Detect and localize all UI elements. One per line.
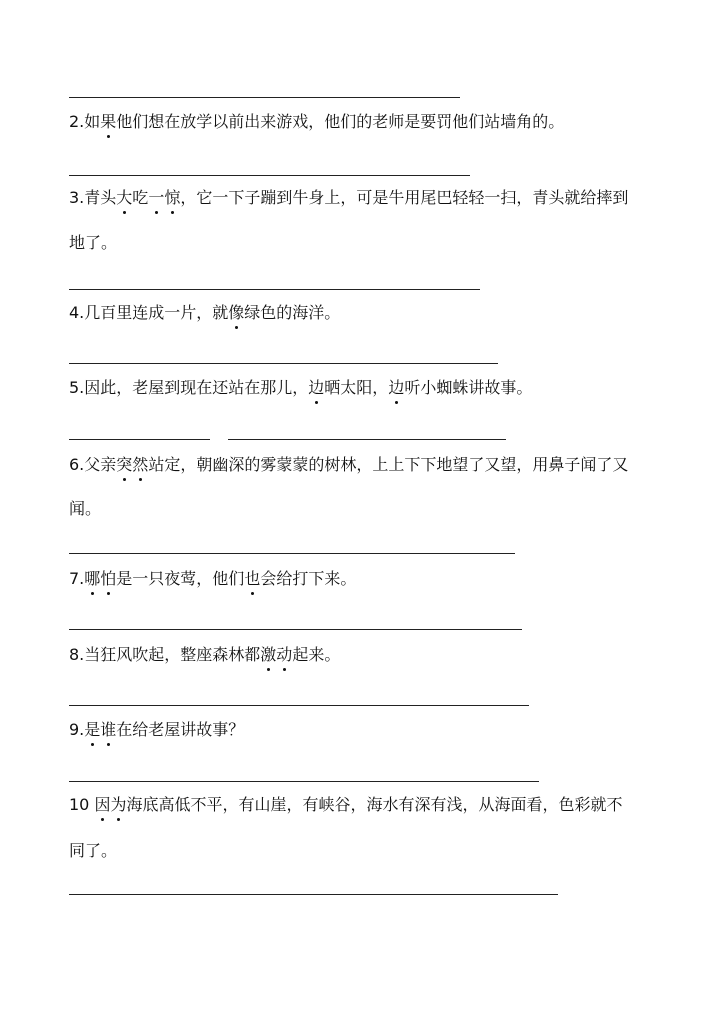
emphasized-character: 谁: [100, 720, 117, 739]
question-text: 是一只夜莺，他们: [116, 569, 245, 588]
question-number: 6.: [69, 455, 85, 474]
emphasized-character: 是: [84, 720, 101, 739]
emphasized-character: 一: [148, 188, 165, 207]
emphasized-character: 哪: [84, 569, 101, 588]
answer-line[interactable]: [69, 894, 558, 895]
question-text: 父亲: [84, 455, 117, 474]
question-6-continuation: 闻。: [69, 499, 102, 518]
question-text: 听小蜘蛛讲故事。: [404, 378, 533, 397]
emphasized-character: 也: [244, 569, 261, 588]
emphasized-character: 激: [260, 645, 277, 664]
question-text: 绿色的海洋。: [244, 303, 341, 322]
emphasized-character: 怕: [100, 569, 117, 588]
question-10-continuation: 同了。: [69, 841, 118, 860]
emphasized-character: 因: [94, 795, 111, 814]
emphasized-character: 像: [228, 303, 245, 322]
answer-line[interactable]: [69, 629, 522, 630]
question-text: 当狂风吹起，整座森林都: [84, 645, 261, 664]
emphasized-character: 突: [116, 455, 133, 474]
question-number: 9.: [69, 720, 85, 739]
answer-line[interactable]: [69, 97, 460, 98]
question-7: [69, 569, 669, 589]
question-text: 在给老屋讲故事？: [116, 720, 245, 739]
question-number: 5.: [69, 378, 85, 397]
question-9: [69, 720, 669, 740]
question-number: 8.: [69, 645, 85, 664]
question-5: [69, 378, 669, 398]
answer-line[interactable]: [69, 289, 480, 290]
question-2: [69, 112, 669, 132]
question-number: 7.: [69, 569, 85, 588]
question-text: 他们想在放学以前出来游戏，他们的老师是要罚他们站墙角的。: [116, 112, 565, 131]
answer-line[interactable]: [69, 175, 470, 176]
question-3: [69, 188, 669, 208]
answer-line[interactable]: [69, 705, 529, 706]
question-text: 吃: [132, 188, 149, 207]
question-text: 几百里连成一片，就: [84, 303, 229, 322]
question-text: 晒太阳，: [324, 378, 389, 397]
question-3-continuation: 地了。: [69, 233, 118, 252]
emphasized-character: 为: [110, 795, 127, 814]
answer-line[interactable]: [69, 553, 515, 554]
emphasized-character: 然: [132, 455, 149, 474]
question-4: [69, 303, 669, 323]
question-6: [69, 455, 669, 475]
emphasized-character: 大: [116, 188, 133, 207]
question-text: 会给打下来。: [260, 569, 357, 588]
question-text: 站定，朝幽深的雾蒙蒙的树林，上上下下地望了又望，用鼻子闻了又: [148, 455, 629, 474]
question-8: [69, 645, 669, 665]
question-text: 如: [84, 112, 101, 131]
question-text: 青头: [84, 188, 117, 207]
emphasized-character: 边: [308, 378, 325, 397]
question-10: [69, 795, 669, 815]
question-text: 因此，老屋到现在还站在那儿，: [84, 378, 309, 397]
emphasized-character: 果: [100, 112, 117, 131]
question-number: 2.: [69, 112, 85, 131]
question-text: 海底高低不平，有山崖，有峡谷，海水有深有浅，从海面看，色彩就不: [126, 795, 623, 814]
answer-line[interactable]: [69, 781, 539, 782]
emphasized-character: 动: [276, 645, 293, 664]
emphasized-character: 惊: [164, 188, 181, 207]
question-number: 10: [69, 795, 90, 814]
answer-line[interactable]: [69, 439, 210, 440]
question-number: 4.: [69, 303, 85, 322]
answer-line[interactable]: [228, 439, 506, 440]
answer-line[interactable]: [69, 363, 498, 364]
question-number: 3.: [69, 188, 85, 207]
question-text: 起来。: [292, 645, 341, 664]
emphasized-character: 边: [388, 378, 405, 397]
question-text: ，它一下子蹦到牛身上，可是牛用尾巴轻轻一扫，青头就给摔到: [180, 188, 629, 207]
